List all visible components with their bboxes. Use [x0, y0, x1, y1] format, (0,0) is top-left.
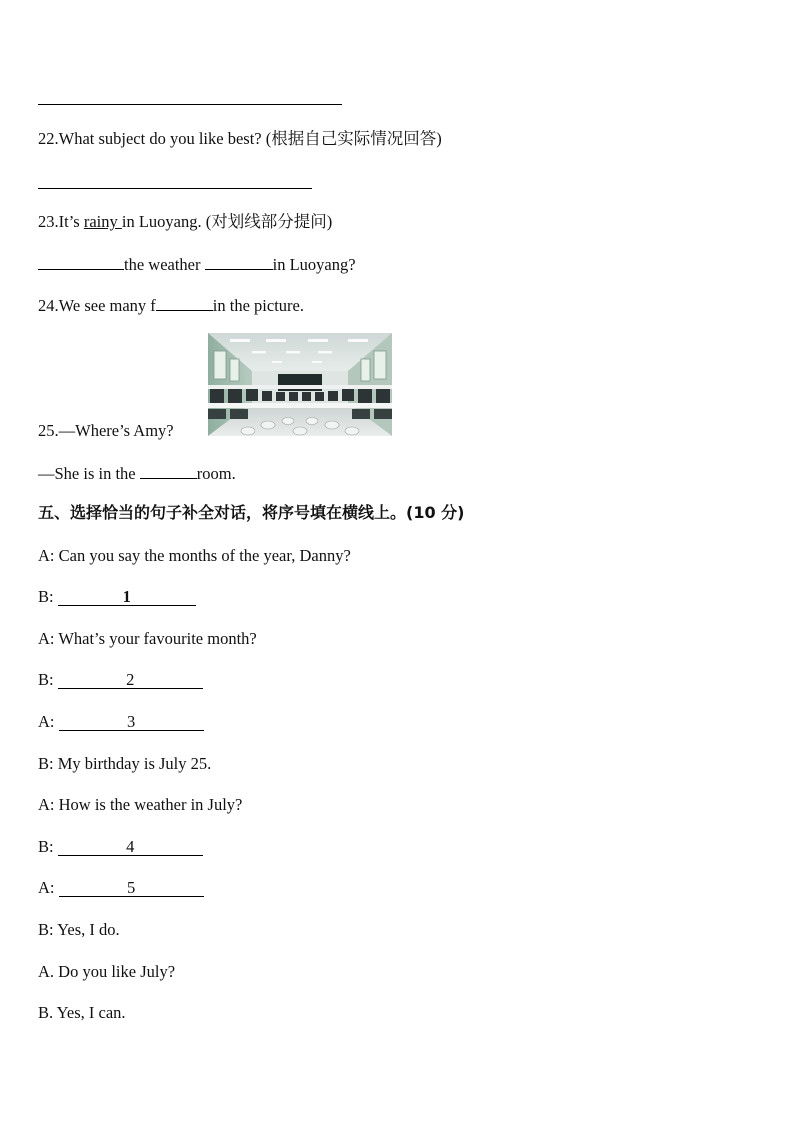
question-number: 22. — [38, 129, 59, 148]
dialogue-line — [38, 920, 120, 940]
answer-text-post: room. — [196, 464, 236, 483]
answer-blank[interactable] — [140, 463, 197, 479]
speaker: B: — [38, 670, 54, 689]
speaker: B: — [38, 920, 54, 939]
option-a — [38, 962, 175, 982]
dialogue-line — [38, 837, 203, 857]
dialogue-line — [38, 754, 211, 774]
answer-blank[interactable] — [38, 254, 124, 270]
question-number: 23. — [38, 212, 59, 231]
option-letter: A. — [38, 962, 55, 981]
answer-text-pre: —She is in the — [38, 464, 140, 483]
answer-blank[interactable] — [156, 295, 213, 311]
question-24 — [38, 295, 304, 316]
question-number: 25. — [38, 421, 59, 440]
question-23 — [38, 212, 332, 232]
dialogue-line — [38, 587, 196, 607]
question-text-pre: We see many f — [58, 296, 156, 315]
question-text-pre: It’s — [58, 212, 84, 231]
question-text: What subject do you like best? (根据自己实际情况回答) — [58, 129, 442, 148]
question-text: —Where’s Amy? — [58, 421, 174, 440]
speaker: B: — [38, 754, 54, 773]
dialogue-line — [38, 670, 203, 690]
dialogue-line — [38, 795, 242, 815]
computer-room-picture — [208, 333, 392, 436]
dialogue-text: My birthday is July 25. — [57, 754, 212, 773]
speaker: A: — [38, 878, 55, 897]
speaker: B: — [38, 587, 54, 606]
option-letter: B. — [38, 1003, 54, 1022]
answer-blank[interactable]: 1 — [58, 589, 196, 606]
speaker: A: — [38, 629, 55, 648]
dialogue-line — [38, 878, 204, 898]
dialogue-text: How is the weather in July? — [58, 795, 243, 814]
answer-blank[interactable]: 3 — [59, 714, 204, 731]
answer-line[interactable] — [38, 104, 342, 105]
dialogue-line — [38, 712, 204, 732]
question-25-answer — [38, 463, 236, 484]
answer-blank[interactable]: 2 — [58, 672, 203, 689]
answer-blank[interactable] — [205, 254, 273, 270]
option-b — [38, 1003, 126, 1023]
speaker: A: — [38, 546, 55, 565]
answer-text-1: the weather — [124, 255, 205, 274]
dialogue-text: What’s your favourite month? — [58, 629, 257, 648]
answer-blank[interactable]: 5 — [59, 880, 204, 897]
dialogue-line — [38, 629, 257, 649]
dialogue-text: Can you say the months of the year, Danny? — [58, 546, 351, 565]
question-text-post: in the picture. — [212, 296, 304, 315]
answer-blank[interactable]: 4 — [58, 839, 203, 856]
question-text-post: in Luoyang. (对划线部分提问) — [121, 212, 333, 231]
option-text: Yes, I can. — [56, 1003, 126, 1022]
option-text: Do you like July? — [58, 962, 176, 981]
speaker: B: — [38, 837, 54, 856]
question-25 — [38, 421, 174, 441]
section-heading: 五、选择恰当的句子补全对话，将序号填在横线上。(10 分) — [38, 503, 465, 522]
speaker: A: — [38, 712, 55, 731]
underlined-word: rainy — [83, 212, 122, 231]
answer-line[interactable] — [38, 188, 312, 189]
dialogue-text: Yes, I do. — [57, 920, 120, 939]
question-number: 24. — [38, 296, 59, 315]
question-22 — [38, 129, 442, 149]
question-23-answer — [38, 254, 356, 275]
answer-text-2: in Luoyang? — [272, 255, 356, 274]
dialogue-line — [38, 546, 351, 566]
speaker: A: — [38, 795, 55, 814]
